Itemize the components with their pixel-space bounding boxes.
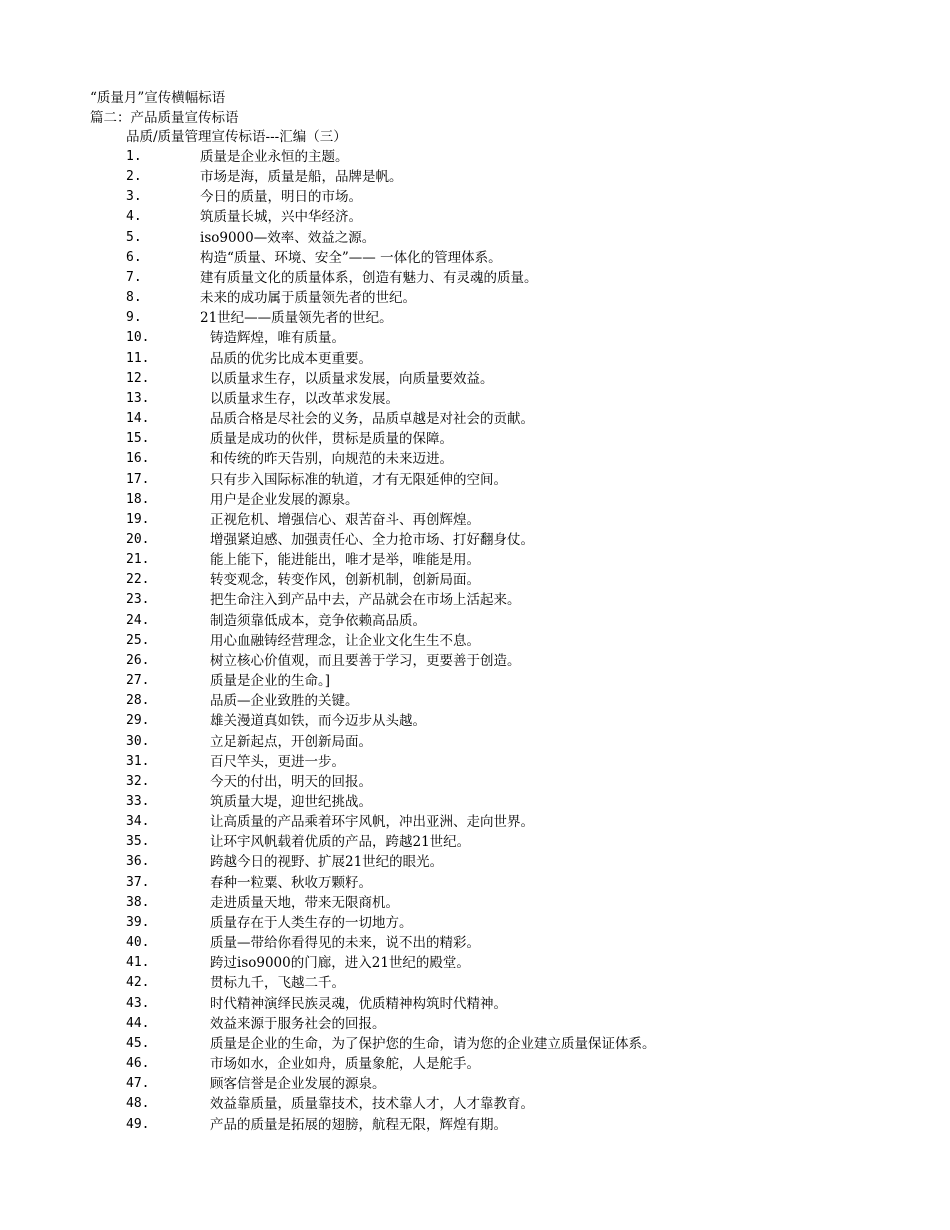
item-number: 48.: [126, 1096, 150, 1112]
item-text: 以质量求生存，以改革求发展。: [210, 390, 399, 407]
list-item: [0, 651, 950, 671]
item-text: 以质量求生存，以质量求发展，向质量要效益。: [210, 370, 494, 387]
item-number: 16.: [126, 451, 150, 467]
item-number: 45.: [126, 1035, 150, 1051]
item-text: 质量—带给你看得见的未来，说不出的精彩。: [210, 935, 480, 952]
item-text: 市场是海，质量是船，品牌是帆。: [200, 169, 403, 186]
item-number: 26.: [126, 652, 150, 668]
item-text: 产品的质量是拓展的翅膀，航程无限，辉煌有期。: [210, 1116, 507, 1133]
list-item: [0, 429, 950, 449]
list-item: [0, 349, 950, 369]
item-number: 22.: [126, 572, 150, 588]
item-number: 5.: [126, 229, 142, 245]
list-item: [0, 288, 950, 308]
item-text: 构造“质量、环境、安全”—— 一体化的管理体系。: [200, 249, 502, 266]
item-text: 树立核心价值观，而且要善于学习，更要善于创造。: [210, 652, 521, 669]
item-number: 27.: [126, 673, 150, 689]
item-number: 21.: [126, 552, 150, 568]
list-item: [0, 449, 950, 469]
list-item: [0, 933, 950, 953]
item-number: 33.: [126, 794, 150, 809]
list-item: [0, 893, 950, 913]
item-number: 36.: [126, 854, 150, 870]
item-text: 质量是企业的生命。]: [210, 673, 331, 690]
list-item: [0, 207, 950, 227]
item-text: 质量是企业永恒的主题。: [200, 149, 349, 165]
item-number: 31.: [126, 753, 150, 769]
list-item: [0, 369, 950, 389]
item-text: 顾客信誉是企业发展的源泉。: [210, 1076, 386, 1093]
list-item: [0, 187, 950, 207]
item-text: 用心血融铸经营理念，让企业文化生生不息。: [210, 632, 480, 649]
list-item: [0, 711, 950, 731]
item-number: 49.: [126, 1116, 150, 1132]
list-item: [0, 490, 950, 510]
list-item: [0, 1115, 950, 1135]
list-item: [0, 913, 950, 933]
item-text: 百尺竿头，更进一步。: [210, 753, 345, 770]
list-item: [0, 470, 950, 490]
item-number: 34.: [126, 814, 150, 830]
item-number: 38.: [126, 894, 150, 910]
item-text: 正视危机、增强信心、艰苦奋斗、再创辉煌。: [210, 511, 480, 528]
item-text: 让高质量的产品乘着环宇风帆，冲出亚洲、走向世界。: [210, 814, 534, 831]
item-text: 把生命注入到产品中去，产品就会在市场上活起来。: [210, 592, 521, 609]
chapter-heading: 篇二：产品质量宣传标语: [90, 110, 239, 126]
item-text: 能上能下，能进能出，唯才是举，唯能是用。: [210, 552, 480, 569]
list-item: [0, 1054, 950, 1074]
item-number: 47.: [126, 1076, 150, 1092]
item-number: 20.: [126, 531, 150, 547]
section-subtitle: 品质/质量管理宣传标语---汇编（三）: [126, 129, 347, 145]
item-text: 让环宇风帆载着优质的产品，跨越21世纪。: [210, 834, 471, 851]
item-number: 9.: [126, 310, 142, 326]
item-number: 10.: [126, 330, 150, 346]
item-number: 25.: [126, 632, 150, 648]
item-text: 制造须靠低成本，竞争依赖高品质。: [210, 612, 426, 629]
list-item: [0, 228, 950, 248]
list-item: [0, 409, 950, 429]
item-text: 质量是成功的伙伴，贯标是质量的保障。: [210, 431, 453, 448]
item-number: 41.: [126, 955, 150, 971]
item-number: 39.: [126, 914, 150, 930]
item-number: 13.: [126, 390, 150, 406]
item-text: 品质的优劣比成本更重要。: [210, 350, 372, 367]
list-item: [0, 550, 950, 570]
item-number: 28.: [126, 693, 150, 709]
item-number: 23.: [126, 592, 150, 608]
item-text: 21世纪——质量领先者的世纪。: [200, 310, 393, 327]
item-number: 43.: [126, 995, 150, 1011]
list-item: [0, 389, 950, 409]
list-item: [0, 631, 950, 651]
document-title: “质量月”宣传横幅标语: [90, 90, 226, 106]
item-text: 和传统的昨天告别，向规范的未来迈进。: [210, 451, 453, 468]
item-text: 贯标九千，飞越二千。: [210, 975, 345, 992]
item-text: 今天的付出，明天的回报。: [210, 773, 372, 790]
item-number: 8.: [126, 290, 142, 306]
item-number: 12.: [126, 370, 150, 386]
item-number: 24.: [126, 612, 150, 628]
list-item: [0, 530, 950, 550]
item-text: 只有步入国际标准的轨道，才有无限延伸的空间。: [210, 471, 507, 488]
item-number: 14.: [126, 411, 150, 427]
item-number: 6.: [126, 249, 142, 265]
slogan-list: [0, 147, 950, 1135]
list-item: [0, 268, 950, 288]
item-text: 效益来源于服务社会的回报。: [210, 1015, 386, 1032]
item-text: 跨过iso9000的门廊，进入21世纪的殿堂。: [210, 955, 470, 972]
item-text: 未来的成功属于质量领先者的世纪。: [200, 290, 416, 307]
item-text: 品质合格是尽社会的义务，品质卓越是对社会的贡献。: [210, 411, 534, 428]
list-item: [0, 590, 950, 610]
list-item: [0, 812, 950, 832]
item-number: 2.: [126, 169, 142, 185]
item-text: 筑质量大堤，迎世纪挑战。: [210, 794, 372, 810]
item-number: 40.: [126, 935, 150, 951]
item-number: 42.: [126, 975, 150, 991]
list-item: [0, 873, 950, 893]
list-item: [0, 671, 950, 691]
item-text: 立足新起点，开创新局面。: [210, 733, 372, 750]
list-item: [0, 953, 950, 973]
item-number: 46.: [126, 1056, 150, 1072]
item-number: 18.: [126, 491, 150, 507]
list-item: [0, 570, 950, 590]
list-item: [0, 973, 950, 993]
item-text: 今日的质量，明日的市场。: [200, 189, 362, 206]
item-text: 走进质量天地，带来无限商机。: [210, 894, 399, 911]
list-item: [0, 1034, 950, 1054]
list-item: [0, 772, 950, 792]
item-text: 质量存在于人类生存的一切地方。: [210, 914, 413, 931]
item-number: 17.: [126, 471, 150, 487]
list-item: [0, 308, 950, 328]
item-text: 用户是企业发展的源泉。: [210, 491, 359, 508]
list-item: [0, 510, 950, 530]
item-text: 转变观念，转变作风，创新机制，创新局面。: [210, 572, 480, 589]
list-item: [0, 852, 950, 872]
item-text: iso9000—效率、效益之源。: [200, 229, 376, 246]
item-text: 雄关漫道真如铁，而今迈步从头越。: [210, 713, 426, 730]
item-number: 19.: [126, 511, 150, 527]
list-item: [0, 792, 950, 812]
item-number: 4.: [126, 209, 142, 225]
list-item: [0, 691, 950, 711]
list-item: [0, 147, 950, 167]
item-text: 筑质量长城，兴中华经济。: [200, 209, 362, 226]
list-item: [0, 167, 950, 187]
list-item: [0, 732, 950, 752]
item-text: 质量是企业的生命，为了保护您的生命，请为您的企业建立质量保证体系。: [210, 1035, 656, 1052]
item-number: 37.: [126, 874, 150, 890]
item-text: 跨越今日的视野、扩展21世纪的眼光。: [210, 854, 444, 871]
list-item: [0, 752, 950, 772]
list-item: [0, 832, 950, 852]
item-number: 32.: [126, 773, 150, 789]
list-item: [0, 328, 950, 348]
item-text: 品质—企业致胜的关键。: [210, 693, 359, 710]
list-item: [0, 611, 950, 631]
list-item: [0, 1074, 950, 1094]
item-number: 15.: [126, 431, 150, 447]
list-item: [0, 248, 950, 268]
item-text: 时代精神演绎民族灵魂，优质精神构筑时代精神。: [210, 995, 507, 1012]
item-text: 铸造辉煌，唯有质量。: [210, 330, 345, 347]
item-number: 11.: [126, 350, 150, 366]
item-number: 30.: [126, 733, 150, 749]
item-text: 效益靠质量，质量靠技术，技术靠人才，人才靠教育。: [210, 1096, 534, 1113]
item-number: 3.: [126, 189, 142, 205]
item-number: 29.: [126, 713, 150, 729]
item-number: 44.: [126, 1015, 150, 1031]
item-text: 春种一粒粟、秋收万颗籽。: [210, 874, 372, 891]
list-item: [0, 1014, 950, 1034]
item-text: 增强紧迫感、加强责任心、全力抢市场、打好翻身仗。: [210, 531, 534, 548]
item-number: 1.: [126, 149, 142, 164]
item-text: 建有质量文化的质量体系，创造有魅力、有灵魂的质量。: [200, 269, 538, 286]
item-number: 7.: [126, 269, 142, 285]
item-number: 35.: [126, 834, 150, 850]
item-text: 市场如水，企业如舟，质量象舵，人是舵手。: [210, 1056, 480, 1073]
list-item: [0, 1094, 950, 1114]
list-item: [0, 994, 950, 1014]
